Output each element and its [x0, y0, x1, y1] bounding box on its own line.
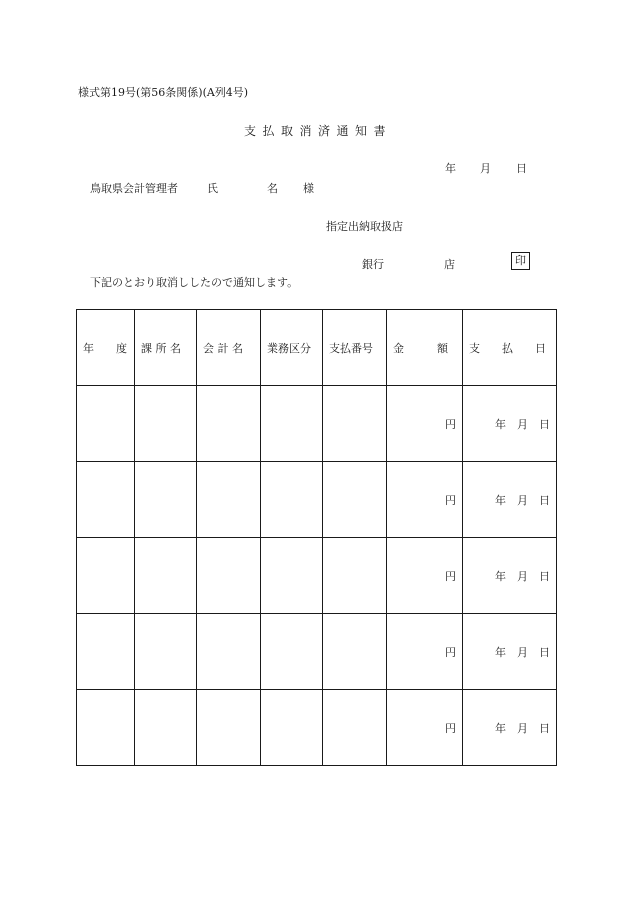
cell-account-name[interactable]: [197, 614, 261, 690]
header-payment-number: 支払番号: [323, 310, 387, 386]
addressee-recipient: 鳥取県会計管理者: [90, 182, 178, 195]
header-office-name: 課 所 名: [135, 310, 197, 386]
cell-account-name[interactable]: [197, 538, 261, 614]
cell-office-name[interactable]: [135, 614, 197, 690]
cell-business-category[interactable]: [261, 690, 323, 766]
branch-suffix: 店: [444, 258, 455, 271]
header-business-category: 業務区分: [261, 310, 323, 386]
bank-suffix: 銀行: [362, 258, 384, 271]
cell-amount[interactable]: 円: [387, 538, 463, 614]
cell-amount[interactable]: 円: [387, 462, 463, 538]
cell-amount[interactable]: 円: [387, 690, 463, 766]
addressee-sama: 様: [303, 182, 314, 195]
table-row: [77, 386, 557, 462]
cell-business-category[interactable]: [261, 614, 323, 690]
table-row: [77, 462, 557, 538]
cell-fiscal-year[interactable]: [77, 386, 135, 462]
cell-business-category[interactable]: [261, 538, 323, 614]
form-number: 様式第19号(第56条関係)(A列4号): [78, 86, 249, 99]
table-header-row: [77, 310, 557, 386]
bank-heading: 指定出納取扱店: [326, 220, 403, 233]
cell-fiscal-year[interactable]: [77, 690, 135, 766]
cell-payment-number[interactable]: [323, 462, 387, 538]
cell-payment-number[interactable]: [323, 690, 387, 766]
date-month-label: 月: [480, 162, 491, 175]
header-fiscal-year: 年 度: [77, 310, 135, 386]
cell-office-name[interactable]: [135, 462, 197, 538]
cell-office-name[interactable]: [135, 538, 197, 614]
addressee-shi: 氏: [207, 182, 218, 195]
cell-amount[interactable]: 円: [387, 614, 463, 690]
table-row: [77, 538, 557, 614]
cell-account-name[interactable]: [197, 386, 261, 462]
cell-payment-date[interactable]: 年 月 日: [463, 462, 557, 538]
header-account-name: 会 計 名: [197, 310, 261, 386]
cell-payment-date[interactable]: 年 月 日: [463, 690, 557, 766]
document-title: 支払取消済通知書: [244, 124, 393, 138]
cell-payment-number[interactable]: [323, 614, 387, 690]
cancellation-table: [76, 309, 557, 766]
cell-fiscal-year[interactable]: [77, 614, 135, 690]
cell-office-name[interactable]: [135, 386, 197, 462]
header-payment-date: 支 払 日: [463, 310, 557, 386]
cell-fiscal-year[interactable]: [77, 462, 135, 538]
cell-account-name[interactable]: [197, 690, 261, 766]
cell-payment-date[interactable]: 年 月 日: [463, 386, 557, 462]
table-row: [77, 690, 557, 766]
cell-office-name[interactable]: [135, 690, 197, 766]
cell-fiscal-year[interactable]: [77, 538, 135, 614]
cell-payment-date[interactable]: 年 月 日: [463, 614, 557, 690]
notice-text: 下記のとおり取消ししたので通知します。: [90, 276, 299, 289]
date-day-label: 日: [516, 162, 527, 175]
cell-business-category[interactable]: [261, 386, 323, 462]
cell-payment-number[interactable]: [323, 386, 387, 462]
cell-account-name[interactable]: [197, 462, 261, 538]
cell-amount[interactable]: 円: [387, 386, 463, 462]
cell-business-category[interactable]: [261, 462, 323, 538]
cell-payment-date[interactable]: 年 月 日: [463, 538, 557, 614]
table-row: [77, 614, 557, 690]
seal-box: 印: [511, 252, 530, 270]
addressee-mei: 名: [267, 182, 278, 195]
header-amount: 金 額: [387, 310, 463, 386]
date-year-label: 年: [445, 162, 456, 175]
cell-payment-number[interactable]: [323, 538, 387, 614]
